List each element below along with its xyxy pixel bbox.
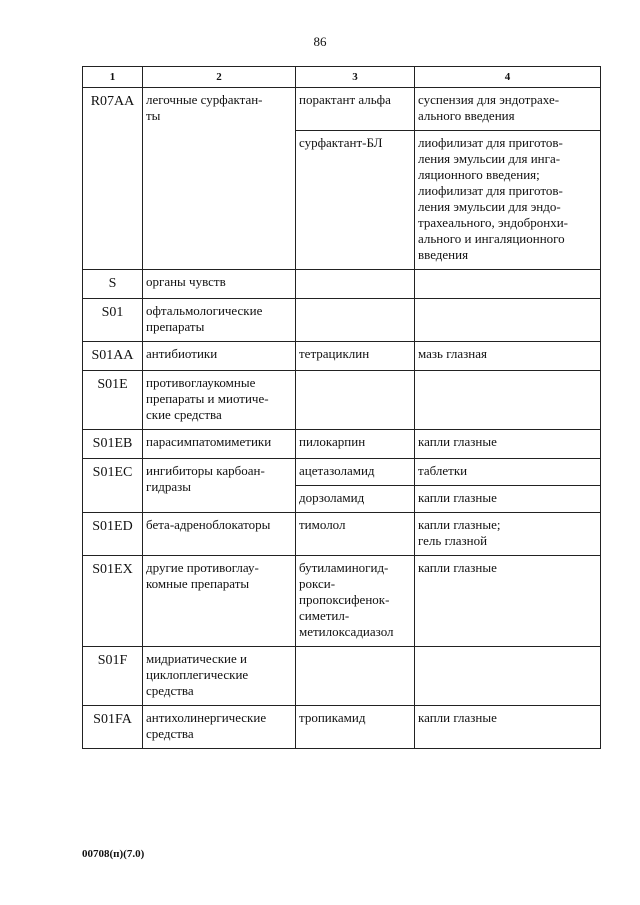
drug-name-cell: тропикамид	[296, 706, 415, 749]
drug-name-cell: пилокарпин	[296, 430, 415, 459]
header-col-2: 2	[143, 67, 296, 88]
dosage-form-cell: капли глазные	[415, 706, 601, 749]
group-name-cell: ингибиторы карбоан- гидразы	[143, 459, 296, 513]
drug-name-cell: сурфактант-БЛ	[296, 131, 415, 270]
table-row	[83, 88, 601, 131]
group-name-cell: бета-адреноблокаторы	[143, 513, 296, 556]
header-col-1: 1	[83, 67, 143, 88]
atc-code-cell: S01EX	[83, 556, 143, 647]
group-name-cell: антибиотики	[143, 342, 296, 371]
dosage-form-cell: мазь глазная	[415, 342, 601, 371]
group-name-cell: парасимпатомиметики	[143, 430, 296, 459]
atc-code-cell: S01ED	[83, 513, 143, 556]
drug-name-cell	[296, 299, 415, 342]
atc-code-cell: S01F	[83, 647, 143, 706]
dosage-form-cell	[415, 270, 601, 299]
table-row	[83, 706, 601, 749]
drug-name-cell: ацетазоламид	[296, 459, 415, 486]
header-col-4: 4	[415, 67, 601, 88]
dosage-form-cell	[415, 371, 601, 430]
table-row	[83, 430, 601, 459]
dosage-form-cell	[415, 647, 601, 706]
atc-code-cell: R07AA	[83, 88, 143, 270]
table-row	[83, 647, 601, 706]
drug-name-cell	[296, 647, 415, 706]
table-row	[83, 556, 601, 647]
atc-code-cell: S01E	[83, 371, 143, 430]
dosage-form-cell: капли глазные	[415, 486, 601, 513]
dosage-form-cell: капли глазные	[415, 556, 601, 647]
table-row	[83, 342, 601, 371]
table-header-row	[83, 67, 601, 88]
table-row	[83, 270, 601, 299]
drug-name-cell: тимолол	[296, 513, 415, 556]
drug-table	[82, 66, 601, 749]
drug-name-cell: бутиламиногид- рокси- пропоксифенок- симетил- метилоксадиазол	[296, 556, 415, 647]
page-number: 86	[313, 34, 327, 49]
table-row	[83, 371, 601, 430]
dosage-form-cell: капли глазные	[415, 430, 601, 459]
table-row	[83, 299, 601, 342]
dosage-form-cell: суспензия для эндотрахе- ального введения	[415, 88, 601, 131]
drug-name-cell: тетрациклин	[296, 342, 415, 371]
atc-code-cell: S01EB	[83, 430, 143, 459]
atc-code-cell: S01	[83, 299, 143, 342]
group-name-cell: офтальмологические препараты	[143, 299, 296, 342]
document-code: 00708(п)(7.0)	[82, 848, 145, 860]
group-name-cell: легочные сурфактан- ты	[143, 88, 296, 270]
group-name-cell: противоглаукомные препараты и миотиче- ские средства	[143, 371, 296, 430]
table-row	[83, 513, 601, 556]
dosage-form-cell	[415, 299, 601, 342]
group-name-cell: антихолинергические средства	[143, 706, 296, 749]
atc-code-cell: S01FA	[83, 706, 143, 749]
drug-name-cell	[296, 371, 415, 430]
table-row	[83, 459, 601, 486]
group-name-cell: другие противоглау- комные препараты	[143, 556, 296, 647]
atc-code-cell: S	[83, 270, 143, 299]
dosage-form-cell: капли глазные; гель глазной	[415, 513, 601, 556]
drug-name-cell: дорзоламид	[296, 486, 415, 513]
atc-code-cell: S01AA	[83, 342, 143, 371]
dosage-form-cell: таблетки	[415, 459, 601, 486]
group-name-cell: органы чувств	[143, 270, 296, 299]
drug-name-cell	[296, 270, 415, 299]
header-col-3: 3	[296, 67, 415, 88]
atc-code-cell: S01EC	[83, 459, 143, 513]
dosage-form-cell: лиофилизат для приготов- ления эмульсии для инга- ляционного введения; лиофилизат для приготов- ления эмульсии для эндо- трахеального, эндобронхи- ального и ингаляционного введения	[415, 131, 601, 270]
drug-name-cell: порактант альфа	[296, 88, 415, 131]
group-name-cell: мидриатические и циклоплегические средства	[143, 647, 296, 706]
